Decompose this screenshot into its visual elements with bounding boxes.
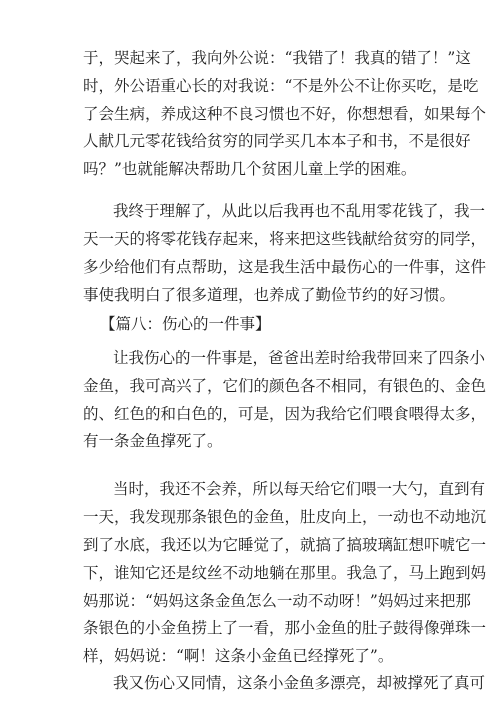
text-line: 条银色的小金鱼捞上了一看，那小金鱼的肚子鼓得像弹珠一 [83,619,487,638]
text-line: 到了水底，我还以为它睡觉了，就搞了搞玻璃缸想吓唬它一 [83,536,487,554]
text-line: 时，外公语重心长的对我说：“不是外公不让你买吃，是吃 [83,76,479,95]
text-line: 样，妈妈说：“啊！这条小金鱼已经撑死了”。 [83,647,394,666]
paragraph-first-line: 我终于理解了，从此以后我再也不乱用零花钱了，我一 [113,202,486,221]
paragraph-first-line: 当时，我还不会养，所以每天给它们喂一大勺，直到有 [113,480,486,499]
text-line: 吗？”也就能解决帮助几个贫困儿童上学的困难。 [83,160,417,179]
text-line: 金鱼，我可高兴了，它们的颜色各不相同，有银色的、金色 [83,376,487,395]
section-heading: 【篇八：伤心的一件事】 [100,314,271,333]
text-line: 于，哭起来了，我向外公说：“我错了！我真的错了！”这 [83,49,471,67]
text-line: 多少给他们有点帮助，这是我生活中最伤心的一件事，这件 [83,258,487,276]
text-line: 天一天的将零花钱存起来，将来把这些钱献给贫穷的同学， [83,230,487,249]
paragraph-first-line: 让我伤心的一件事是，爸爸出差时给我带回来了四条小 [113,349,486,367]
text-line: 的、红色的和白色的，可是，因为我给它们喂食喂得太多， [83,404,487,423]
text-line: 妈那说：“妈妈这条金鱼怎么一动不动呀！”妈妈过来把那 [83,591,471,610]
text-line: 了会生病，养成这种不良习惯也不好，你想想看，如果每个 [83,104,487,123]
text-line: 有一条金鱼撑死了。 [83,432,223,451]
text-line: 事使我明白了很多道理，也养成了勤俭节约的好习惯。 [83,285,456,304]
paragraph-first-line: 我又伤心又同情，这条小金鱼多漂亮，却被撑死了真可 [113,674,486,692]
text-line: 人献几元零花钱给贫穷的同学买几本本子和书，不是很好 [83,132,471,151]
text-line: 一天，我发现那条银色的金鱼，肚皮向上，一动也不动地沉 [83,508,487,527]
text-line: 下，谁知它还是纹丝不动地躺在那里。我急了，马上跑到妈 [83,563,487,582]
